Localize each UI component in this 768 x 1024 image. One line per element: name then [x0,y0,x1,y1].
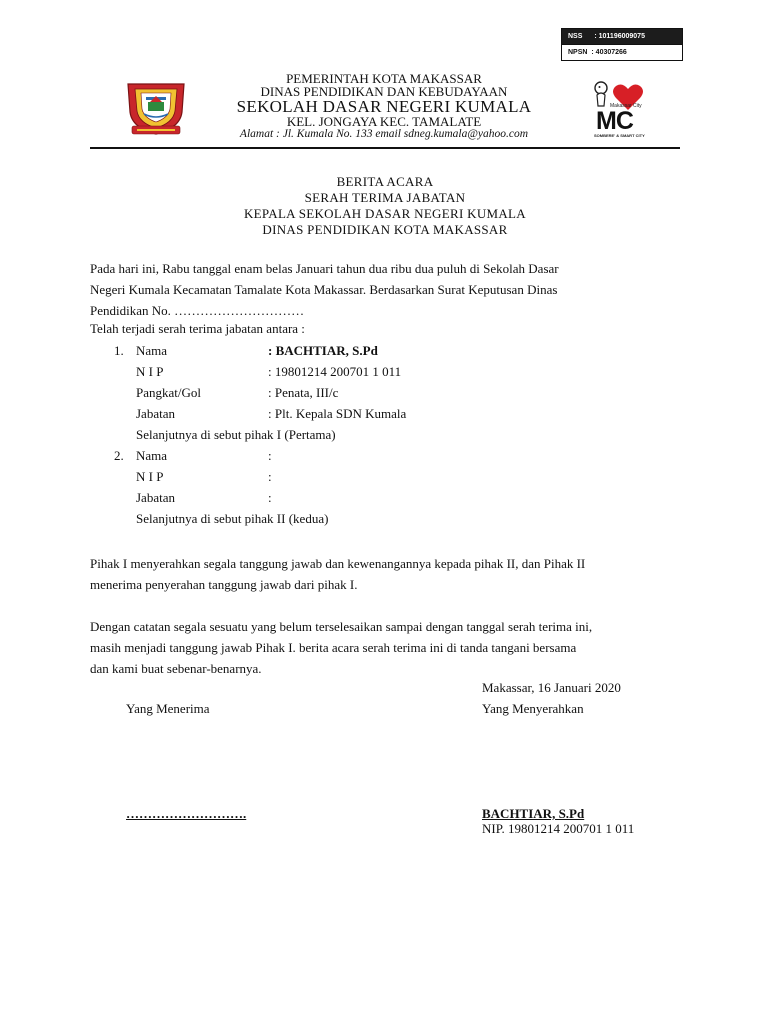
party1-value-name: : BACHTIAR, S.Pd [268,343,378,358]
transfer-line-2: menerima penyerahan tanggung jawab dari pihak I. [90,577,358,592]
transfer-line-1: Pihak I menyerahkan segala tanggung jawab dan kewenangannya kepada pihak II, dan Pihak II [90,556,586,571]
mc-tagline: Makassar City [610,103,642,109]
npsn-value: : 40307266 [591,49,627,56]
title-line-1: BERITA ACARA [336,174,434,189]
opening-line-3: Pendidikan No. ………………………… [90,303,305,318]
giver-signature-name: BACHTIAR, S.Pd [482,806,585,821]
party2-value-name: : [268,448,272,463]
giver-label: Yang Menyerahkan [482,701,584,716]
npsn-label: NPSN [568,49,588,56]
party2-label-name: Nama [136,448,168,463]
nss-value: : 101196009075 [594,33,645,40]
party2-label-position: Jabatan [136,490,175,505]
party1-label-name: Nama [136,343,168,358]
title-line-4: DINAS PENDIDIKAN KOTA MAKASSAR [262,222,508,237]
header-rule [90,147,680,149]
party2-value-position: : [268,490,272,505]
opening-line-1: Pada hari ini, Rabu tanggal enam belas Januari tahun dua ribu dua puluh di Sekolah Dasar [90,261,559,276]
party2-label-nip: N I P [136,469,164,484]
party1-value-rank: : Penata, III/c [268,385,339,400]
party1-value-position: : Plt. Kepala SDN Kumala [268,406,407,421]
party2-value-nip: : [268,469,272,484]
handover-intro: Telah terjadi serah terima jabatan antara : [90,321,305,336]
nss-label: NSS [568,33,583,40]
makassar-city-logo [592,80,654,138]
note-line-2: masih menjadi tanggung jawab Pihak I. berita acara serah terima ini di tanda tangani bersama [90,640,577,655]
mc-subline: SOMBERE' & SMART CITY [594,133,645,138]
makassar-city-crest-icon [124,74,188,138]
title-line-3: KEPALA SEKOLAH DASAR NEGERI KUMALA [243,206,526,221]
party1-label-nip: N I P [136,364,164,379]
party2-note: Selanjutnya di sebut pihak II (kedua) [136,511,329,526]
school-name: SEKOLAH DASAR NEGERI KUMALA [236,97,532,116]
mc-logo-text: MC [596,107,633,135]
opening-line-2: Negeri Kumala Kecamatan Tamalate Kota Makassar. Berdasarkan Surat Keputusan Dinas [90,282,558,297]
school-id-box [561,28,683,61]
title-line-2: SERAH TERIMA JABATAN [304,190,466,205]
school-location: KEL. JONGAYA KEC. TAMALATE [286,114,482,129]
gov-line: PEMERINTAH KOTA MAKASSAR [286,71,482,86]
party1-value-nip: : 19801214 200701 1 011 [268,364,402,379]
party1-label-position: Jabatan [136,406,175,421]
npsn-row [562,44,682,60]
giver-nip: NIP. 19801214 200701 1 011 [482,821,635,836]
receiver-signature-name: ………………………. [126,806,247,821]
party1-number: 1. [114,343,124,358]
school-address: Alamat : Jl. Kumala No. 133 email sdneg.kumala@yahoo.com [239,128,529,140]
place-date: Makassar, 16 Januari 2020 [482,680,621,695]
nss-row [562,29,682,44]
party1-note: Selanjutnya di sebut pihak I (Pertama) [136,427,336,442]
party2-number: 2. [114,448,124,463]
party1-label-rank: Pangkat/Gol [136,385,201,400]
opening-paragraph [90,258,678,321]
note-line-1: Dengan catatan segala sesuatu yang belum terselesaikan sampai dengan tanggal serah terima ini, [90,619,593,634]
note-paragraph [90,616,678,679]
dept-line: DINAS PENDIDIKAN DAN KEBUDAYAAN [260,84,508,99]
note-line-3: dan kami buat sebenar-benarnya. [90,661,262,676]
receiver-label: Yang Menerima [126,701,210,716]
transfer-paragraph [90,553,678,595]
